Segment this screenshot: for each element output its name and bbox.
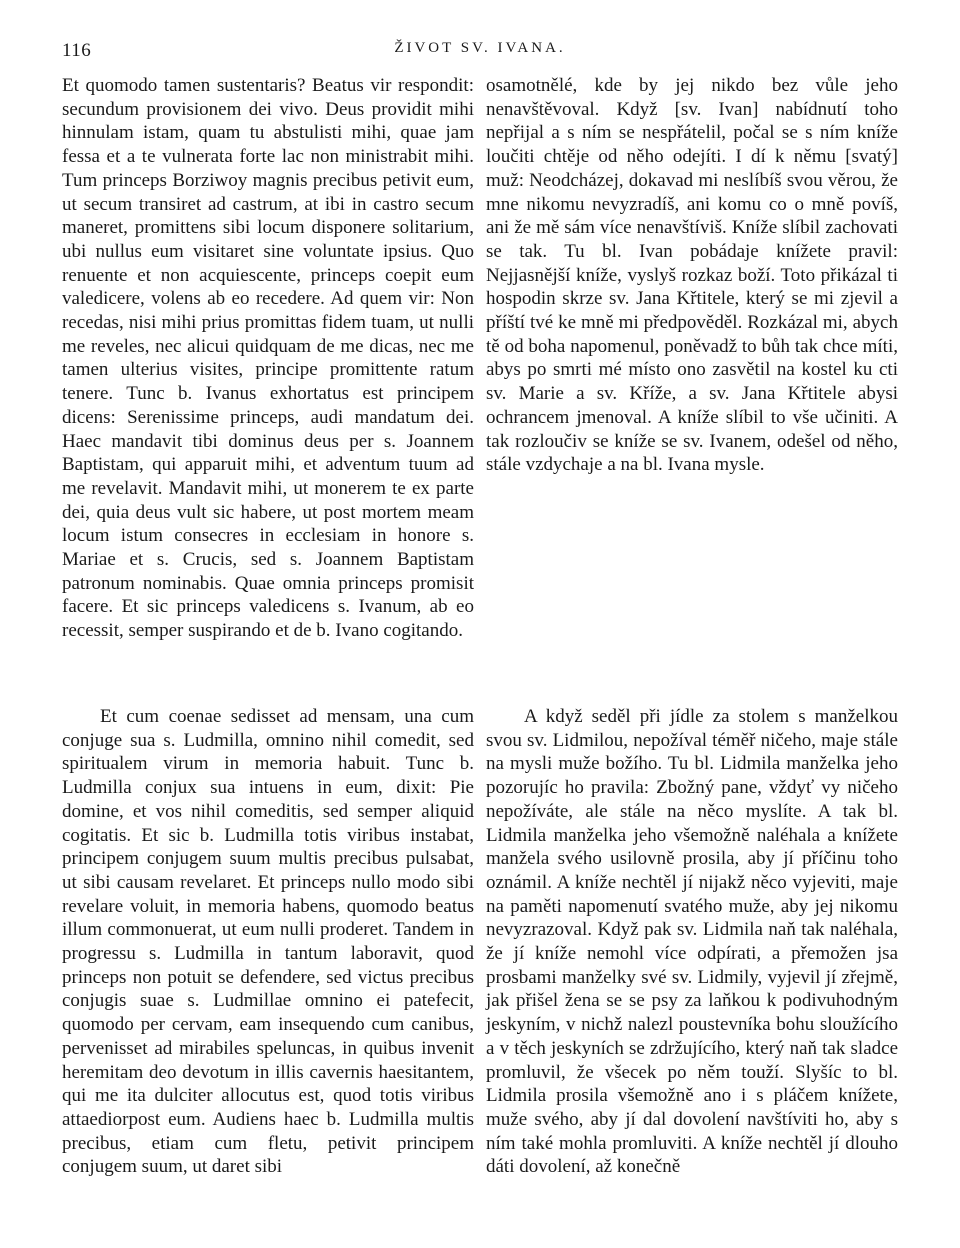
latin-column-bottom bbox=[62, 705, 474, 1179]
latin-paragraph-2: Et cum coenae sedisset ad mensam, una cum conjuge sua s. Ludmilla, omnino nihil comedit, sed spiritualem virum in memoria habuit. Tunc b. Ludmilla conjux sua intuens in eum, dixit: Pie domine, et vos nihil comeditis, sed semper aliquid cogitatis. Et sic b. Ludmilla totis viribus instabat, principem conjugem suum multis precibus pulsabat, ut sibi causam revelaret. Et princeps nullo modo sibi revelare voluit, in memoria habens, quomodo beatus illum commonuerat, ut eum nulli proderet. Tandem in progressu s. Ludmilla in tantum laboravit, quod princeps non potuit se defendere, sed victus precibus conjugis suae s. Ludmillae omnino ei patefecit, quomodo per cervam, eam insequendo cum canibus, pervenisset ad mirabiles speluncas, in quibus invenit heremitam deo devotum in illis cavernis haesitantem, qui me ita dulciter allocutus est, quod totis viribus attaediorpost eum. Audiens haec b. Ludmilla multis precibus, etiam cum fletu, petivit principem conjugem suum, ut daret sibi bbox=[62, 706, 474, 1178]
latin-column-top bbox=[62, 74, 474, 643]
czech-column-bottom bbox=[486, 705, 898, 1179]
czech-paragraph-1: osamotnělé, kde by jej nikdo bez vůle jeho nenavštěvoval. Když [sv. Ivan] nabídnutí toho nepřijal a s ním se nespřátelil, počal se s ním kníže loučiti chtěje od něho odejíti. I dí k němu [svatý] muž: Neodcházej, dokavad mi neslíbíš svou věrou, že mne nikomu nevyzradíš, ani komu co o mně povíš, ani že mě sám více nenavštíviš. Kníže slíbil zachovati se tak. Tu bl. Ivan pobádaje knížete pravil: Nejjasnější kníže, vyslyš rozkaz boží. Toto přikázal ti hospodin skrze sv. Jana Křtitele, který se mi zjevil a příští tvé ke mně mi předpověděl. Rozkázal mi, abych tě od boha napomenul, poněvadž to bůh tak chce míti, abys po smrti mé místo ono zasvětil na kostel ku cti sv. Marie a sv. Kříže, a sv. Jana Křtitele abysi ochrancem jmenoval. A kníže slíbil to vše učiniti. A tak rozloučiv se kníže se sv. Ivanem, odešel od něho, stále vzdychaje a na bl. Ivana mysle. bbox=[486, 75, 898, 476]
latin-paragraph-1: Et quomodo tamen sustentaris? Beatus vir respondit: secundum provisionem dei vivo. Deus providit mihi hinnulam istam, quam tu abstulisti mihi, quae jam fessa et a te vulnerata forte lac non ministrabit mihi. Tum princeps Borziwoy magnis precibus petivit eum, ut secum transiret ad castrum, at ibi in castro secum maneret, promittens sibi locum disponere solitarium, ubi nullus eum visitaret sine voluntate ipsius. Quo renuente et non acquiescente, princeps coepit eum valedicere, volens ab eo recedere. Ad quem vir: Non recedas, nisi mihi prius promittas fidem tuam, ut nulli me reveles, nec alicui quidquam de me dicas, nec me tamen ulterius visites, principe promittente ratum tenere. Tunc b. Ivanus exhortatus est principem dicens: Serenissime princeps, audi mandatum dei. Haec mandavit tibi dominus deus per s. Joannem Baptistam, qui apparuit mihi, et adventum tuum ad me revelavit. Mandavit mihi, ut monerem te ex parte dei, quia deus vult sic habere, ut post mortem meam locum istum consecres in ecclesiam in honore s. Mariae et s. Crucis, sed s. Joannem Baptistam patronum nominabis. Quae omnia princeps promisit facere. Et sic princeps valedicens s. Ivanum, ab eo recessit, semper suspirando et de b. Ivano cogitando. bbox=[62, 75, 474, 642]
running-head: ŽIVOT SV. IVANA. bbox=[394, 40, 566, 56]
page-number: 116 bbox=[62, 40, 92, 61]
czech-paragraph-2: A když seděl při jídle za stolem s manželkou svou sv. Lidmilou, nepožíval téměř ničeho, maje stále na mysli muže božího. Tu bl. Lidmila manželka jeho pozorujíc ho pravila: Zbožný pane, vždyť vy ničeho nepožíváte, ale stále na něco myslíte. A tak bl. Lidmila manželka jeho všemožně naléhala a knížete manžela svého usilovně prosila, aby jí příčinu toho oznámil. A kníže nechtěl jí nijakž něco vyjeviti, maje na paměti napomenutí svatého muže, aby jej nikomu nevyzrazoval. Když pak sv. Lidmila naň tak naléhala, že jí kníže nemohl více odpírati, a přemožen jsa prosbami manželky své sv. Lidmily, vyjevil jí zřejmě, jak přišel žena se se psy za laňkou k podivuhodným jeskyním, v nichž nalezl poustevníka bohu sloužícího a v těch jeskyních se zdržujícího, který naň tak sladce promluvil, že všecek po něm touží. Slyšíc to bl. Lidmila prosila všemožně ano i s pláčem knížete, muže svého, aby jí dal dovolení navštíviti ho, aby s ním také mohla promluviti. A kníže nechtěl jí dlouho dáti dovolení, až konečně bbox=[486, 706, 898, 1178]
czech-column-top bbox=[486, 74, 898, 477]
